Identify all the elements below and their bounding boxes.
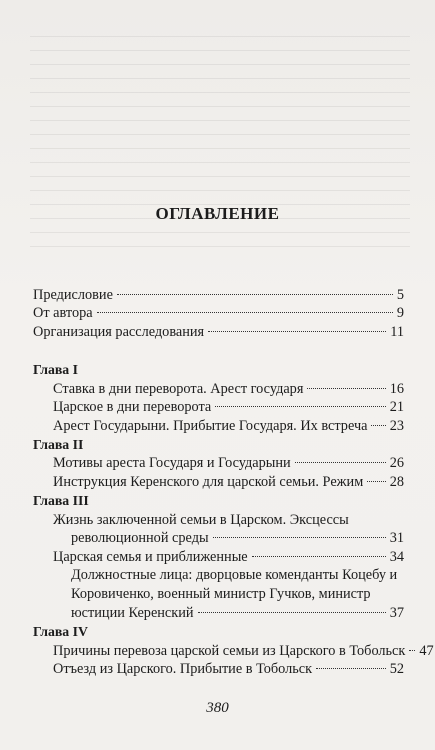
toc-entry-title: Организация расследования [33,324,205,340]
toc-entry-ch3-2[interactable] [53,548,404,566]
toc-entry-title: революционной среды [71,530,209,546]
toc-page-number: 5 [396,287,404,303]
dot-leader [316,668,386,669]
toc-entry-title: Причины перевоза царской семьи из Царского в Тобольск [53,643,406,659]
page-number: 380 [206,700,229,716]
toc-entry-title: Отъезд из Царского. Прибытие в Тобольск [53,661,313,677]
dot-leader [371,425,385,426]
toc-page-number: 23 [389,418,404,434]
show-through-text [30,36,410,266]
toc-page-number: 21 [389,399,404,415]
toc-entry-ch3-1[interactable] [71,529,404,547]
dot-leader [295,462,386,463]
dot-leader [215,406,385,407]
dot-leader [252,556,386,557]
toc-entry-title: От автора [33,305,93,321]
toc-entry-ch2-2[interactable] [53,473,404,491]
dot-leader [198,612,386,613]
chapter-label-1: Глава I [33,362,79,377]
toc-entry-ch1-1[interactable] [53,380,404,398]
toc-page-number: 31 [389,530,404,546]
toc-entry-title: Ставка в дни переворота. Арест государя [53,381,304,397]
toc-entry-ch1-3[interactable] [53,417,404,435]
toc-entry-title: Арест Государыни. Прибытие Государя. Их встреча [53,418,368,434]
toc-entry-title: Инструкция Керенского для царской семьи. Режим [53,474,364,490]
toc-entry-ch4-1[interactable] [53,642,434,660]
toc-entry-title: Мотивы ареста Государя и Государыни [53,455,291,471]
dot-leader [213,537,386,538]
toc-entry-ch3-1-line1[interactable]: Жизнь заключенной семьи в Царском. Эксцессы [53,512,349,528]
toc-entry-title: Царское в дни переворота [53,399,212,415]
toc-page-number: 34 [389,549,404,565]
toc-entry-title: юстиции Керенский [71,605,194,621]
toc-entry-organization[interactable] [33,323,404,341]
toc-page-number: 26 [389,455,404,471]
toc-page-number: 52 [389,661,404,677]
toc-page-number: 47 [419,643,434,659]
chapter-label-3: Глава III [33,493,89,508]
toc-entry-ch4-2[interactable] [53,660,404,678]
toc-entry-preface[interactable] [33,286,404,304]
toc-page-number: 28 [389,474,404,490]
toc-entry-ch2-1[interactable] [53,454,404,472]
chapter-label-2: Глава II [33,437,84,452]
toc-page-number: 16 [389,381,404,397]
dot-leader [367,481,385,482]
toc-entry-title: Предисловие [33,287,113,303]
dot-leader [97,312,393,313]
dot-leader [307,388,385,389]
toc-page-number: 37 [389,605,404,621]
toc-entry-author[interactable] [33,304,404,322]
toc-entry-ch1-2[interactable] [53,398,404,416]
toc-entry-ch3-3-line1[interactable]: Должностные лица: дворцовые коменданты Коцебу и [71,567,398,583]
page-title: ОГЛАВЛЕНИЕ [155,204,280,223]
toc-entry-title: Царская семья и приближенные [53,549,248,565]
toc-page-number: 9 [396,305,404,321]
chapter-label-4: Глава IV [33,624,88,639]
dot-leader [208,331,386,332]
dot-leader [409,650,415,651]
dot-leader [117,294,393,295]
toc-entry-ch3-3-line2[interactable]: Коровиченко, военный министр Гучков, министр [71,586,371,602]
toc-page-number: 11 [390,324,404,340]
toc-entry-ch3-3[interactable] [71,604,404,622]
